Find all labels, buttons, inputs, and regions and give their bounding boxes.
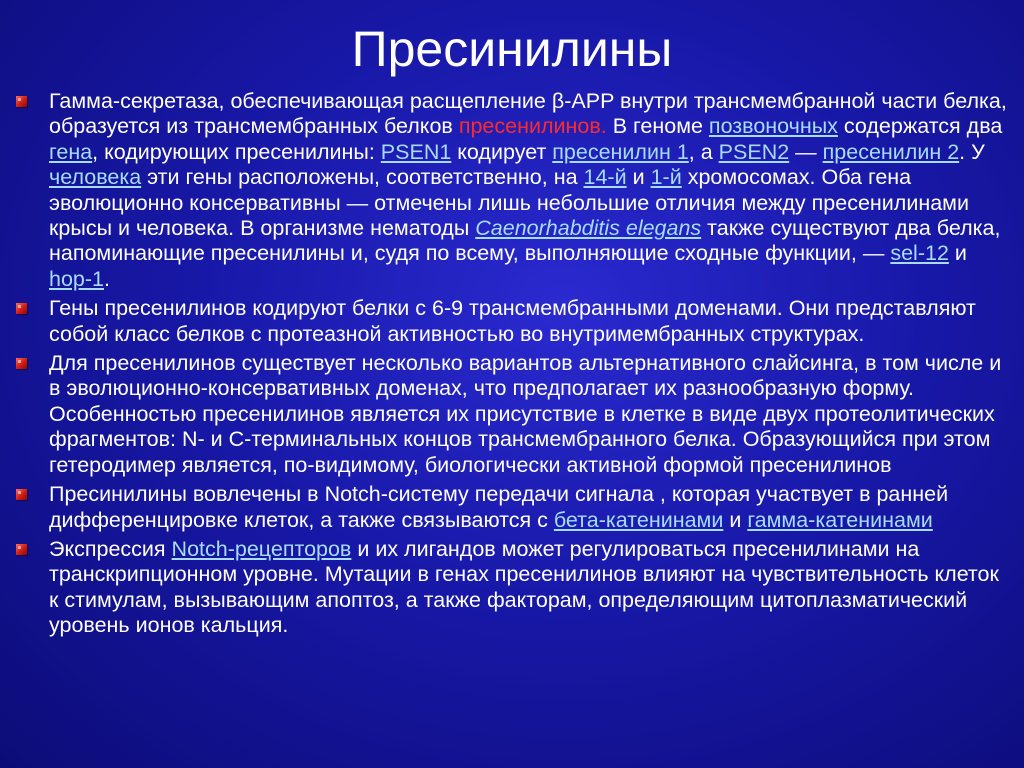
text-segment: Для пресенилинов существует несколько вариантов альтернативного слайсинга, в том числе и в эволюционно-консервативных доменах, что предполагает их разнообразную форму. Особенностью пресенилинов является их присутствие в клетке в виде двух протеолитических фрагментов: N- и C-терминальных концов трансмембранного белка. Образующийся при этом гетеродимер является, по-видимому, биологически активной формой пресенилинов <box>49 351 1002 477</box>
link-presenilin-2[interactable]: пресенилин 2 <box>822 139 960 164</box>
text-segment: Гены пресенилинов кодируют белки с 6-9 трансмембранными доменами. Они представляют собой класс белков с протеазной активностью во внутримембранных структурах. <box>49 296 976 346</box>
link-hop-1[interactable]: hop-1 <box>49 266 104 291</box>
bullet-presenilins-genes <box>12 89 1012 292</box>
text-segment: эти гены расположены, соответственно, на <box>141 165 584 190</box>
bullet-alternative-splicing <box>12 351 1012 478</box>
text-segment: — <box>789 139 823 164</box>
link-psen2[interactable]: PSEN2 <box>718 139 790 164</box>
link-vertebrates[interactable]: позвоночных <box>708 114 838 139</box>
text-segment: , а <box>688 139 719 164</box>
bullet-notch-system <box>12 482 1012 533</box>
link-sel-12[interactable]: sel-12 <box>890 241 949 266</box>
text-segment: . <box>104 266 110 291</box>
link-caenorhabditis-elegans[interactable]: Caenorhabditis elegans <box>475 216 702 241</box>
text-segment: Экспрессия <box>49 536 172 561</box>
link-presenilin-1[interactable]: пресенилин 1 <box>552 139 689 164</box>
link-gamma-catenins[interactable]: гамма-катенинами <box>747 507 933 532</box>
bullet-square-icon <box>16 96 27 107</box>
bullet-transmembrane-domains <box>12 296 1012 347</box>
text-segment: хромосомах. Оба гена эволюционно консервативны — отмечены лишь небольшие отличия между пресенилинами крысы и человека. В организме нематоды <box>49 165 969 241</box>
text-segment: , кодирующих пресенилины: <box>92 139 381 164</box>
text-segment: и <box>948 241 967 266</box>
link-gene[interactable]: гена <box>49 139 93 164</box>
link-human[interactable]: человека <box>49 165 142 190</box>
link-notch-receptors[interactable]: Notch-рецепторов <box>171 536 352 561</box>
bullet-square-icon <box>16 303 27 314</box>
link-beta-catenins[interactable]: бета-катенинами <box>553 507 724 532</box>
text-segment: и <box>626 165 651 190</box>
bullet-notch-receptors <box>12 537 1012 639</box>
text-segment: Пресинилины вовлечены в Notch-систему передачи сигнала , которая участвует в ранней дифференцировке клеток, а также связываются с <box>49 482 949 532</box>
link-psen1[interactable]: PSEN1 <box>380 139 452 164</box>
link-chromosome-14[interactable]: 14-й <box>583 165 627 190</box>
text-segment: . У <box>959 139 985 164</box>
text-segment: Гамма-секретаза, обеспечивающая расщепление β-APP внутри трансмембранной части белка, образуется из трансмембранных белков <box>49 89 1007 139</box>
bullet-square-icon <box>16 358 27 369</box>
highlight-presenilins: пресенилинов. <box>458 114 607 139</box>
text-segment: также существуют два белка, напоминающие пресенилины и, судя по всему, выполняющие сходные функции, — <box>49 216 1001 266</box>
bullet-square-icon <box>16 489 27 500</box>
text-segment: В геноме <box>606 114 709 139</box>
slide-title: Пресинилины <box>351 21 673 77</box>
text-segment: и <box>723 507 748 532</box>
text-segment: и их лигандов может регулироваться пресенилинами на транскрипционном уровне. Мутации в генах пресенилинов влияют на чувствительность клеток к стимулам, вызывающим апоптоз, а также факторам, определяющим цитоплазматический уровень ионов кальция. <box>49 536 999 638</box>
bullet-square-icon <box>16 544 27 555</box>
text-segment: содержатся два <box>837 114 1003 139</box>
bullet-list <box>12 89 1012 643</box>
link-chromosome-1[interactable]: 1-й <box>650 165 682 190</box>
text-segment: кодирует <box>451 139 553 164</box>
